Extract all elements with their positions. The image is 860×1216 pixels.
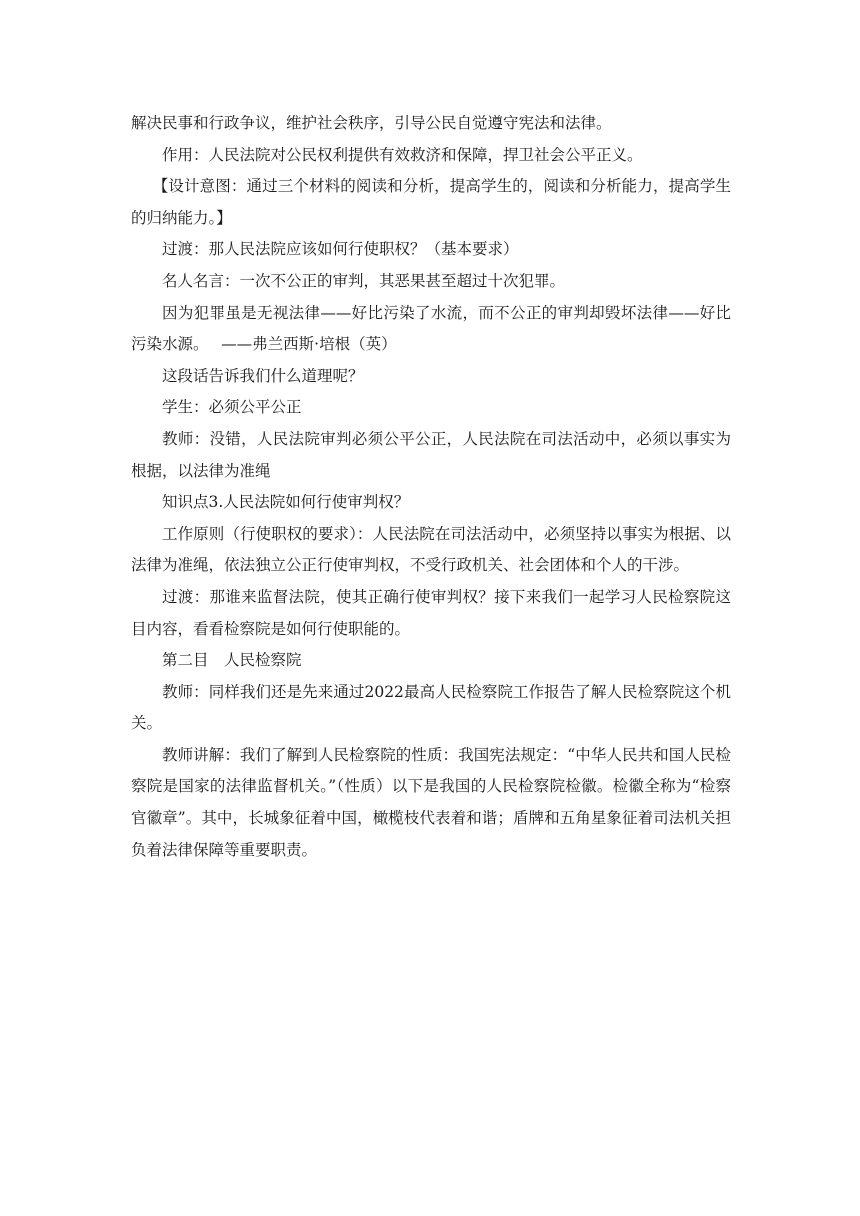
paragraph-question: 这段话告诉我们什么道理呢？ — [162, 366, 364, 385]
paragraph-teacher-report: 教师：同样我们还是先来通过2022最高人民检察院工作报告了解人民检察院这个机关。 — [131, 682, 731, 733]
paragraph-function: 作用：人民法院对公民权利提供有效救济和保障，捍卫社会公平正义。 — [162, 145, 643, 164]
paragraph-teacher-response: 教师：没错，人民法院审判必须公平公正，人民法院在司法活动中，必须以事实为根据，以法律为准绳 — [131, 429, 731, 480]
section-heading-procuratorate: 第二目 人民检察院 — [162, 651, 302, 670]
document-body — [131, 108, 731, 866]
paragraph-working-principle: 工作原则（行使职权的要求）：人民法院在司法活动中，必须坚持以事实为根据、以法律为准绳，依法独立公正行使审判权，不受行政机关、社会团体和个人的干涉。 — [131, 524, 731, 575]
paragraph-continuation: 解决民事和行政争议，维护社会秩序，引导公民自觉遵守宪法和法律。 — [131, 114, 612, 132]
paragraph-quote-bacon: 因为犯罪虽是无视法律——好比污染了水流，而不公正的审判却毁坏法律——好比污染水源。 ——弗兰西斯·培根（英） — [131, 303, 731, 354]
paragraph-teacher-explanation: 教师讲解：我们了解到人民检察院的性质：我国宪法规定：“中华人民共和国人民检察院是国家的法律监督机关。”（性质）以下是我国的人民检察院检徽。检徽全称为“检察官徽章”。其中，长城象征着中国，橄榄枝代表着和谐；盾牌和五角星象征着司法机关担负着法律保障等重要职责。 — [131, 745, 731, 859]
paragraph-design-intent: 【设计意图：通过三个材料的阅读和分析，提高学生的，阅读和分析能力，提高学生的归纳能力。】 — [131, 177, 731, 227]
paragraph-transition-2: 过渡：那谁来监督法院，使其正确行使审判权？接下来我们一起学习人民检察院这目内容，看看检察院是如何行使职能的。 — [131, 587, 731, 638]
paragraph-transition-1: 过渡：那人民法院应该如何行使职权？（基本要求） — [162, 240, 519, 259]
paragraph-student-answer: 学生：必须公平公正 — [162, 398, 302, 417]
paragraph-famous-quote: 名人名言：一次不公正的审判，其恶果甚至超过十次犯罪。 — [162, 271, 566, 290]
paragraph-knowledge-point-3: 知识点3.人民法院如何行使审判权？ — [162, 493, 410, 512]
